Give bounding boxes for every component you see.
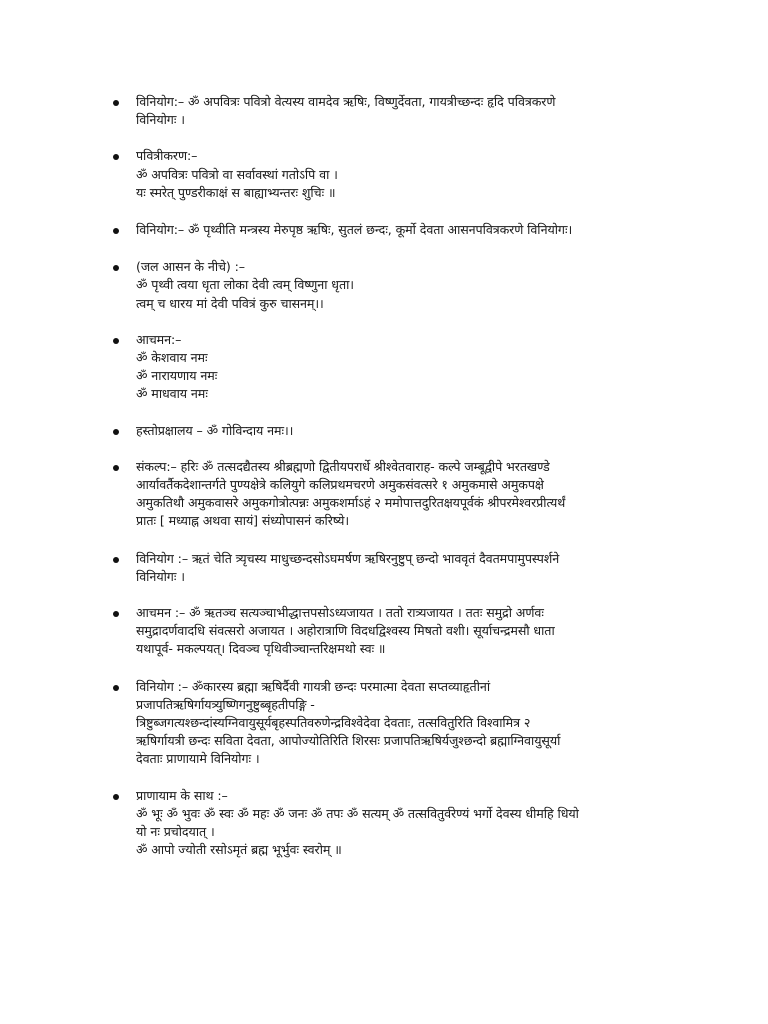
list-item xyxy=(0,331,768,404)
text-line: संकल्प:– हरिः ॐ तत्सदद्यैतस्य श्रीब्रह्मणो द्वितीयपरार्धे श्रीश्वेतवाराह- कल्पे जम्बूद्वीपे भरतखण्डे xyxy=(136,458,550,474)
text-line: प्राणायाम के साथ :– xyxy=(136,787,228,803)
text-line: यथापूर्व- मकल्पयत्। दिवञ्च पृथिवीञ्चान्तरिक्षमथो स्वः ॥ xyxy=(136,641,386,657)
text-line: विनियोग :– ऋतं चेति त्र्यृचस्य माधुच्छन्दसोऽघमर्षण ऋषिरनुष्टुप् छन्दो भाववृतं दैवतमपामुपस्पर्शने xyxy=(136,550,560,566)
text-line: ॐ पृथ्वी त्वया धृता लोका देवी त्वम् विष्णुना धृता। xyxy=(136,277,354,293)
text-line: त्वम् च धारय मां देवी पवित्रं कुरु चासनम्।। xyxy=(136,295,324,311)
bullet-icon xyxy=(113,611,119,617)
bullet-icon xyxy=(113,154,119,160)
text-line: आचमन:– xyxy=(136,331,182,347)
bullet-icon xyxy=(113,794,119,800)
text-line: आचमन :– ॐ ऋतञ्च सत्यञ्चाभीद्धात्तपसोऽध्यजायत । ततो रात्र्यजायत । ततः समुद्रो अर्णवः xyxy=(136,605,544,621)
text-line: विनियोग:– ॐ पृथ्वीति मन्त्रस्य मेरुपृष्ठ ऋषिः, सुतलं छन्दः, कूर्मो देवता आसनपवित्रकरणे विनियोगः। xyxy=(136,222,573,238)
list-item xyxy=(0,93,768,129)
text-line: विनियोगः । xyxy=(136,112,185,128)
text-line: ॐ भूः ॐ भुवः ॐ स्वः ॐ महः ॐ जनः ॐ तपः ॐ सत्यम् ॐ तत्सवितुर्वरेण्यं भर्गो देवस्य धीमहि धियो xyxy=(136,805,579,821)
text-line: यः स्मरेत् पुण्डरीकाक्षं स बाह्याभ्यन्तरः शुचिः ॥ xyxy=(136,184,336,200)
text-line: विनियोग :– ॐकारस्य ब्रह्मा ऋषिर्दैवी गायत्री छन्दः परमात्मा देवता सप्तव्याहृतीनां xyxy=(136,678,491,694)
list-item xyxy=(0,458,768,531)
text-line: आर्यावर्तैकदेशान्तर्गते पुण्यक्षेत्रे कलियुगे कलिप्रथमचरणे अमुकसंवत्सरे १ अमुकमासे अमुकपक्षे xyxy=(136,477,544,493)
bullet-icon xyxy=(113,465,119,471)
text-line: देवताः प्राणायामे विनियोगः । xyxy=(136,751,260,767)
text-line: प्रातः [ मध्याह्न अथवा सायं] संध्योपासनं करिष्ये। xyxy=(136,513,350,529)
text-line: अमुकतिथौ अमुकवासरे अमुकगोत्रोत्पन्नः अमुकशर्माऽहं २ ममोपात्तदुरितक्षयपूर्वकं श्रीपरमेश्वरप्रीत्यर्थं xyxy=(136,495,566,511)
text-line: ऋषिर्गायत्री छन्दः सविता देवता, आपोज्योतिरिति शिरसः प्रजापतिऋषिर्यजुश्छन्दो ब्रह्माग्निवायुसूर्या xyxy=(136,733,561,749)
list-item xyxy=(0,678,768,769)
bullet-icon xyxy=(113,685,119,691)
bullet-icon xyxy=(113,429,119,435)
list-item xyxy=(0,422,768,440)
verse-list xyxy=(0,93,768,860)
list-item xyxy=(0,147,768,202)
bullet-icon xyxy=(113,557,119,563)
bullet-icon xyxy=(113,228,119,234)
bullet-icon xyxy=(113,338,119,344)
bullet-icon xyxy=(113,100,119,106)
text-line: समुद्रादर्णवादधि संवत्सरो अजायत । अहोरात्राणि विदधद्विश्वस्य मिषतो वशी। सूर्याचन्द्रमसौ धाता xyxy=(136,623,555,639)
text-line: ॐ नारायणाय नमः xyxy=(136,368,218,384)
text-line: त्रिष्टुब्जगत्यश्छन्दांस्यग्निवायुसूर्यबृहस्पतिवरुणेन्द्रविश्वेदेवा देवताः, तत्सवितुरिति विश्वामित्र २ xyxy=(136,715,531,731)
text-line: ॐ केशवाय नमः xyxy=(136,350,208,366)
text-line: विनियोगः । xyxy=(136,568,185,584)
text-line: विनियोग:– ॐ अपवित्रः पवित्रो वेत्यस्य वामदेव ऋषिः, विष्णुर्देवता, गायत्रीच्छन्दः हृदि पवित्रकरणे xyxy=(136,94,556,109)
list-item xyxy=(0,258,768,313)
text-line: हस्तोप्रक्षालय – ॐ गोविन्दाय नमः।। xyxy=(136,422,294,438)
bullet-icon xyxy=(113,265,119,271)
list-item xyxy=(0,221,768,239)
list-item xyxy=(0,787,768,860)
text-line: प्रजापतिऋषिर्गायत्र्युष्णिगनुष्टुब्बृहतीपङ्गि - xyxy=(136,696,315,712)
text-line: ॐ आपो ज्योती रसोऽमृतं ब्रह्म भूर्भुवः स्वरोम् ॥ xyxy=(136,842,342,858)
text-line: ॐ माधवाय नमः xyxy=(136,386,208,402)
text-line: पवित्रीकरण:– xyxy=(136,148,198,164)
text-line: यो नः प्रचोदयात् । xyxy=(136,824,215,840)
list-item xyxy=(0,550,768,586)
list-item xyxy=(0,604,768,659)
text-line: (जल आसन के नीचे) :– xyxy=(136,259,245,275)
text-line: ॐ अपवित्रः पवित्रो वा सर्वावस्थां गतोऽपि वा । xyxy=(136,166,338,182)
